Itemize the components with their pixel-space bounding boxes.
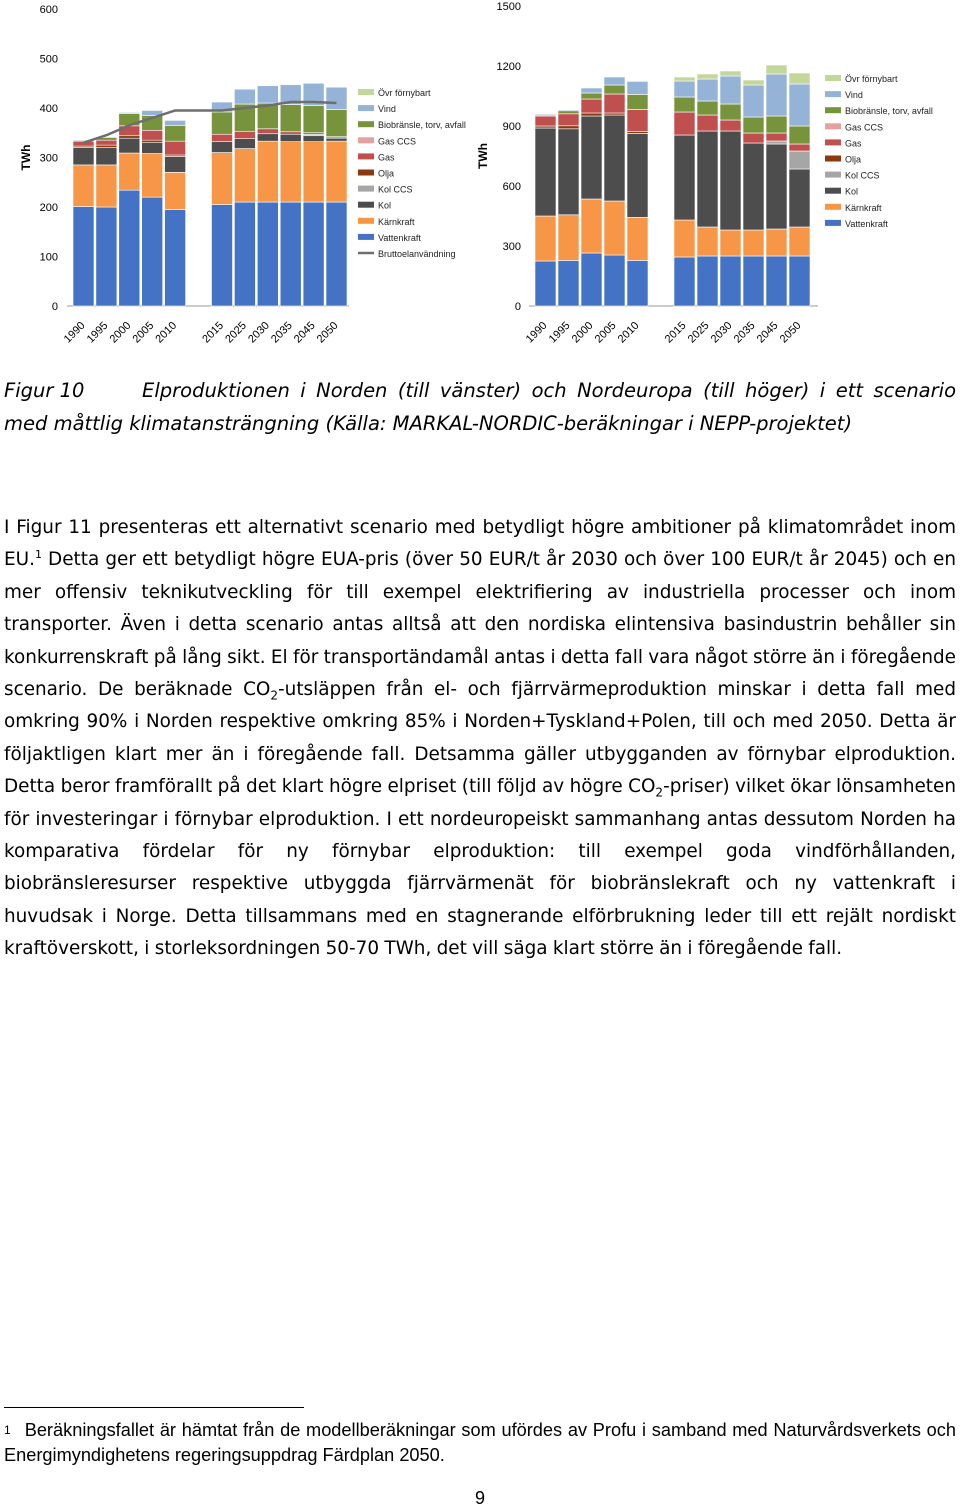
- legend-swatch: [358, 105, 374, 111]
- bar-segment: [257, 134, 278, 141]
- bar-segment: [674, 220, 695, 257]
- figure-caption-text: Elproduktionen i Norden (till vänster) och Nordeuropa (till höger) i ett scenario med måttlig klimatansträngning (Källa: MARKAL-NORDIC-beräkningar i NEPP-projektet): [4, 379, 956, 435]
- bar-segment: [697, 131, 718, 227]
- bar-segment: [535, 114, 556, 115]
- bar-segment: [674, 81, 695, 97]
- bar-segment: [743, 80, 764, 85]
- legend-swatch: [825, 123, 841, 129]
- x-tick-label: 2025: [223, 319, 250, 346]
- legend-swatch: [358, 218, 374, 224]
- y-tick-label: 200: [39, 202, 58, 214]
- bar-segment: [558, 215, 579, 261]
- bar-segment: [789, 126, 810, 144]
- bar-segment: [766, 65, 787, 74]
- body-text-1: I Figur 11 presenteras ett alternativt scenario med betydligt högre ambitioner på klimatområdet inom EU.: [4, 517, 956, 571]
- legend-swatch: [358, 89, 374, 95]
- bar-segment: [581, 99, 602, 113]
- body-paragraph: [4, 512, 956, 966]
- bar-segment: [581, 93, 602, 99]
- legend-swatch: [358, 170, 374, 176]
- bar-segment: [581, 253, 602, 306]
- bar-segment: [697, 101, 718, 115]
- bar-segment: [581, 113, 602, 116]
- bar-segment: [604, 115, 625, 201]
- bar-segment: [280, 202, 301, 306]
- bar-segment: [789, 256, 810, 306]
- bar-segment: [234, 89, 255, 104]
- bar-segment: [165, 157, 186, 173]
- bar-segment: [697, 256, 718, 306]
- body-text-2: Detta ger ett betydligt högre EUA-pris (över 50 EUR/t år 2030 och över 100 EUR/t år 2045) och en mer offensiv teknikutveckling för till exempel elektrifiering av industriella processer och inom transporter. Även i detta scenario antas alltså att den nordiska elintensiva basindustrin behåller sin konkurrenskraft på lång sikt. El för transportändamål antas i detta fall vara något större än i föregående scenario. De beräknade CO: [4, 549, 956, 701]
- legend-label: Biobränsle, torv, avfall: [378, 120, 466, 131]
- y-tick-label: 400: [39, 103, 58, 115]
- y-tick-label: 1500: [496, 1, 521, 13]
- legend-swatch: [358, 137, 374, 143]
- bar-segment: [303, 106, 324, 133]
- legend-label: Biobränsle, torv, avfall: [845, 106, 933, 117]
- bar-segment: [234, 149, 255, 202]
- legend-label: Olja: [378, 168, 395, 179]
- y-tick-label: 300: [502, 241, 521, 253]
- bar-segment: [581, 88, 602, 93]
- x-tick-label: 2015: [662, 319, 689, 346]
- bar-segment: [326, 87, 347, 109]
- legend-label: Kol CCS: [378, 184, 413, 195]
- bar-segment: [674, 97, 695, 112]
- bar-segment: [674, 135, 695, 220]
- body-text-4: -priser) vilket ökar lönsamheten för investeringar i förnybar elproduktion. I ett nordeuropeiskt sammanhang antas dessutom Norden ha komparativa fördelar för ny förnybar elproduktion: till exempel goda vindförhållanden, biobränsleresurser respektive utbyggda fjärrvärmenät för biobränslekraft och ny vattenkraft i huvudsak i Norge. Detta tillsammans med en stagnerande elförbrukning leder till ett rejält nordiskt kraftöverskott, i storleksordningen 50-70 TWh, det vill säga klart större än i föregående fall.: [4, 776, 956, 960]
- bar-segment: [303, 142, 324, 202]
- legend-label: Övr förnybart: [378, 88, 431, 98]
- x-tick-label: 2050: [314, 319, 341, 346]
- y-tick-label: 600: [502, 181, 521, 193]
- bar-segment: [96, 165, 117, 207]
- legend-swatch: [825, 220, 841, 226]
- legend-swatch: [358, 153, 374, 159]
- body-text-3: -utsläppen från el- och fjärrvärmeproduktion minskar i detta fall med omkring 90% i Norden respektive omkring 85% i Norden+Tyskland+Polen, till och med 2050. Detta är följaktligen klart mer än i föregående fall. Detsamma gäller utbygganden av förnybar elproduktion. Detta beror framförallt på det klart högre elpriset (till följd av högre CO: [4, 679, 956, 798]
- figure-label: Figur 10: [4, 379, 85, 402]
- x-tick-label: 1990: [61, 319, 88, 346]
- bar-segment: [142, 140, 163, 142]
- bar-segment: [627, 109, 648, 131]
- x-tick-label: 2010: [615, 319, 642, 346]
- bar-segment: [789, 151, 810, 169]
- bar-segment: [119, 153, 140, 190]
- legend-swatch: [825, 204, 841, 210]
- y-tick-label: 600: [39, 4, 58, 16]
- legend-swatch: [358, 202, 374, 208]
- legend-swatch: [825, 75, 841, 81]
- bar-segment: [119, 112, 140, 113]
- x-tick-label: 2030: [246, 319, 272, 346]
- x-tick-label: 2050: [777, 319, 804, 346]
- bar-segment: [326, 141, 347, 202]
- bar-segment: [73, 148, 94, 165]
- legend-swatch: [825, 91, 841, 97]
- bar-segment: [558, 260, 579, 306]
- bar-segment: [326, 202, 347, 306]
- legend-swatch: [825, 139, 841, 145]
- bar-segment: [96, 148, 117, 165]
- y-axis-label: TWh: [476, 143, 490, 169]
- bar-segment: [96, 145, 117, 147]
- bar-segment: [96, 140, 117, 145]
- bar-segment: [558, 110, 579, 111]
- x-tick-label: 2005: [592, 319, 619, 346]
- footnote-mark: 1: [4, 1423, 11, 1437]
- bar-segment: [743, 230, 764, 256]
- bar-segment: [142, 154, 163, 198]
- bar-segment: [627, 217, 648, 260]
- bar-segment: [212, 142, 233, 153]
- bar-segment: [720, 256, 741, 306]
- bar-segment: [212, 205, 233, 306]
- bar-segment: [234, 131, 255, 138]
- bar-segment: [743, 256, 764, 306]
- legend-label: Bruttoelanvändning: [378, 249, 456, 259]
- y-tick-label: 0: [514, 301, 521, 313]
- bar-segment: [766, 144, 787, 229]
- x-tick-label: 2015: [200, 319, 227, 346]
- bar-segment: [743, 143, 764, 230]
- footnote-divider: [4, 1407, 304, 1408]
- legend-label: Gas CCS: [378, 136, 417, 147]
- legend-label: Kärnkraft: [378, 216, 415, 227]
- x-tick-label: 2000: [107, 319, 134, 346]
- bar-segment: [766, 133, 787, 141]
- x-tick-label: 1990: [523, 319, 550, 346]
- footnote-text: Beräkningsfallet är hämtat från de modellberäkningar som ufördes av Profu i samband med Naturvårdsverkets och Energimyndighetens regeringsuppdrag Färdplan 2050.: [4, 1420, 956, 1465]
- bar-segment: [604, 85, 625, 94]
- bar-segment: [558, 126, 579, 129]
- bar-segment: [280, 134, 301, 141]
- bar-segment: [789, 73, 810, 84]
- legend-label: Olja: [845, 154, 862, 165]
- bar-segment: [720, 71, 741, 76]
- bar-segment: [558, 111, 579, 114]
- bar-segment: [697, 79, 718, 101]
- bar-segment: [627, 81, 648, 94]
- bar-segment: [720, 120, 741, 131]
- bar-segment: [720, 104, 741, 120]
- co2-subscript-1: 2: [270, 688, 279, 703]
- bar-segment: [581, 199, 602, 253]
- bar-segment: [627, 94, 648, 109]
- bar-segment: [535, 261, 556, 306]
- bar-segment: [604, 255, 625, 306]
- y-tick-label: 300: [39, 152, 58, 165]
- bar-segment: [119, 136, 140, 138]
- x-tick-label: 2045: [754, 319, 781, 346]
- legend-swatch: [358, 234, 374, 240]
- bar-segment: [720, 131, 741, 230]
- y-tick-label: 100: [39, 251, 58, 264]
- bar-segment: [257, 129, 278, 134]
- bar-segment: [142, 130, 163, 140]
- bar-segment: [234, 202, 255, 306]
- bar-segment: [743, 117, 764, 133]
- bar-segment: [165, 141, 186, 155]
- x-tick-label: 2010: [153, 319, 180, 346]
- bar-segment: [766, 141, 787, 144]
- legend-label: Vattenkraft: [378, 232, 421, 243]
- bar-segment: [766, 256, 787, 306]
- legend-label: Gas: [845, 138, 862, 149]
- bar-segment: [789, 84, 810, 126]
- bar-segment: [119, 190, 140, 306]
- bar-segment: [789, 144, 810, 151]
- bar-segment: [720, 230, 741, 256]
- bar-segment: [558, 129, 579, 215]
- x-tick-label: 1995: [84, 319, 111, 346]
- legend-label: Kol: [845, 186, 859, 197]
- chart-north-europe: [476, 0, 960, 350]
- bar-segment: [535, 128, 556, 216]
- legend-swatch: [825, 107, 841, 113]
- bar-segment: [165, 209, 186, 306]
- bar-segment: [303, 136, 324, 142]
- figure-charts: [0, 0, 960, 350]
- page-number: 9: [474, 1488, 485, 1508]
- bar-segment: [96, 207, 117, 306]
- bar-segment: [627, 133, 648, 217]
- bar-segment: [766, 116, 787, 133]
- bar-segment: [697, 115, 718, 131]
- bar-segment: [535, 126, 556, 128]
- bar-segment: [142, 197, 163, 306]
- x-tick-label: 2000: [569, 319, 596, 346]
- bar-segment: [535, 216, 556, 261]
- bar-segment: [604, 94, 625, 113]
- footnote: [4, 1418, 956, 1468]
- bar-segment: [535, 116, 556, 126]
- legend-label: Övr förnybart: [845, 74, 898, 84]
- bar-segment: [674, 257, 695, 306]
- footnote-ref: 1: [34, 548, 42, 562]
- bar-segment: [119, 138, 140, 153]
- bar-segment: [697, 227, 718, 256]
- bar-segment: [326, 109, 347, 136]
- x-tick-label: 2035: [269, 319, 295, 346]
- y-tick-label: 1200: [496, 61, 521, 73]
- bar-segment: [720, 76, 741, 104]
- bar-segment: [789, 227, 810, 256]
- y-tick-label: 0: [51, 301, 58, 313]
- legend-swatch: [825, 172, 841, 178]
- bar-segment: [303, 202, 324, 306]
- legend-swatch: [358, 186, 374, 192]
- bar-segment: [604, 77, 625, 85]
- figure-caption: [4, 374, 956, 440]
- x-tick-label: 1995: [546, 319, 573, 346]
- bar-segment: [789, 169, 810, 227]
- bar-segment: [165, 172, 186, 209]
- legend-label: Kärnkraft: [845, 202, 882, 213]
- legend-label: Vind: [845, 90, 863, 101]
- bar-segment: [257, 86, 278, 103]
- y-axis-label: TWh: [19, 144, 33, 171]
- bar-segment: [674, 77, 695, 81]
- bar-segment: [604, 113, 625, 115]
- legend-label: Kol CCS: [845, 170, 880, 181]
- bar-segment: [558, 114, 579, 126]
- bar-segment: [766, 229, 787, 256]
- x-tick-label: 2005: [130, 319, 157, 346]
- bar-segment: [142, 143, 163, 154]
- y-tick-label: 500: [39, 53, 58, 66]
- bar-segment: [280, 132, 301, 134]
- bar-segment: [280, 105, 301, 132]
- legend-label: Vind: [378, 104, 396, 115]
- bar-segment: [212, 134, 233, 141]
- chart-nordic: [0, 0, 480, 350]
- bar-segment: [73, 207, 94, 306]
- bar-segment: [604, 201, 625, 255]
- bar-segment: [766, 74, 787, 116]
- x-tick-label: 2035: [731, 319, 758, 346]
- legend-label: Vattenkraft: [845, 218, 888, 229]
- bar-segment: [257, 141, 278, 202]
- bar-segment: [697, 74, 718, 79]
- bar-segment: [280, 142, 301, 202]
- co2-subscript-2: 2: [655, 785, 664, 800]
- bar-segment: [212, 112, 233, 134]
- bar-segment: [212, 153, 233, 205]
- bar-segment: [165, 125, 186, 141]
- x-tick-label: 2045: [291, 319, 318, 346]
- bar-segment: [743, 133, 764, 143]
- legend-swatch: [358, 121, 374, 127]
- bar-segment: [743, 85, 764, 117]
- x-tick-label: 2025: [685, 319, 712, 346]
- legend-label: Gas: [378, 152, 395, 163]
- bar-segment: [326, 138, 347, 141]
- legend-swatch: [825, 188, 841, 194]
- bar-segment: [234, 139, 255, 149]
- bar-segment: [581, 116, 602, 199]
- legend-label: Kol: [378, 200, 392, 211]
- bar-segment: [257, 202, 278, 306]
- bar-segment: [165, 120, 186, 125]
- bar-segment: [627, 260, 648, 306]
- y-tick-label: 900: [502, 121, 521, 133]
- bar-segment: [73, 165, 94, 207]
- x-tick-label: 2030: [708, 319, 735, 346]
- legend-label: Gas CCS: [845, 122, 884, 133]
- legend-swatch: [825, 156, 841, 162]
- bar-segment: [674, 112, 695, 135]
